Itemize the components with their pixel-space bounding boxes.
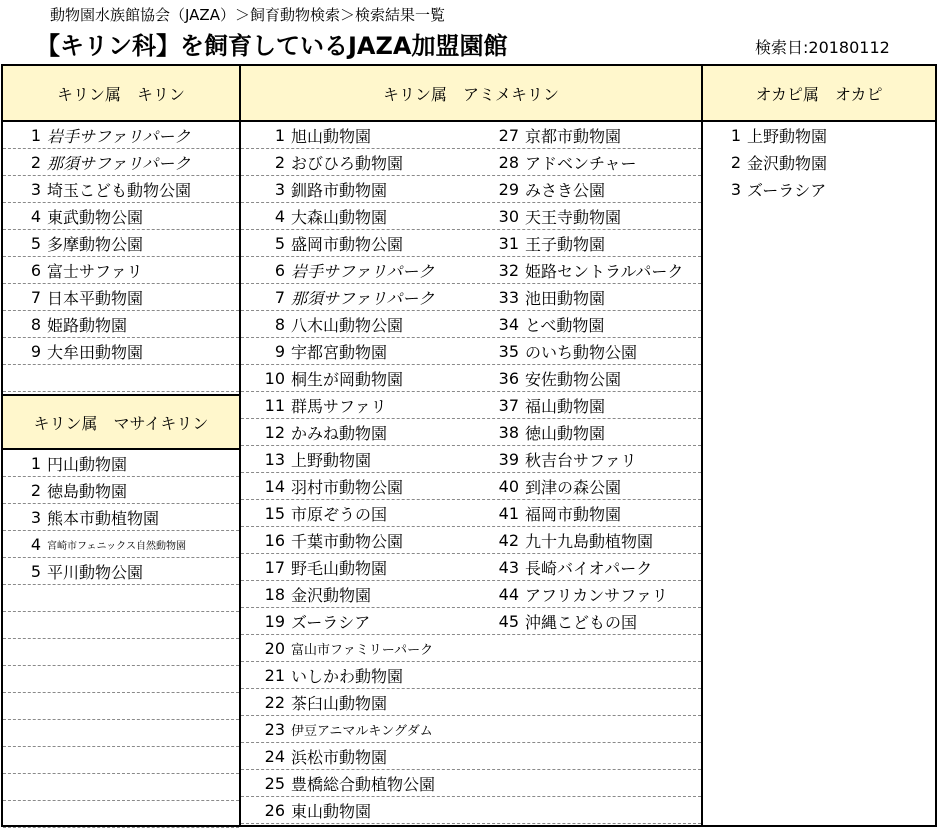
zoo-name: 平川動物公園 [47, 563, 144, 582]
zoo-number: 9 [30, 342, 41, 361]
zoo-number: 35 [498, 342, 519, 361]
zoo-entry [241, 392, 387, 419]
zoo-number: 1 [730, 126, 741, 145]
zoo-number: 5 [30, 234, 41, 253]
zoo-entry [475, 311, 604, 338]
zoo-entry [3, 257, 143, 284]
zoo-name: 宇都宮動物園 [291, 343, 388, 362]
zoo-entry [241, 527, 403, 554]
zoo-entry [3, 504, 159, 531]
zoo-number: 40 [498, 477, 519, 496]
zoo-entry [475, 554, 652, 581]
zoo-entry [241, 716, 433, 743]
zoo-entry [241, 419, 387, 446]
zoo-entry [3, 558, 143, 585]
zoo-entry [475, 176, 605, 203]
zoo-entry [475, 122, 621, 149]
zoo-number: 5 [274, 234, 285, 253]
zoo-name: アドベンチャー [525, 154, 637, 173]
zoo-number: 1 [30, 126, 41, 145]
zoo-name: 多摩動物公園 [47, 235, 144, 254]
zoo-name: 群馬サファリ [291, 397, 387, 416]
zoo-number: 3 [30, 508, 41, 527]
zoo-entry [3, 203, 143, 230]
table-row [3, 585, 239, 612]
kirin-column [1, 64, 241, 827]
zoo-name: 旭山動物園 [291, 127, 372, 146]
zoo-entry [3, 477, 127, 504]
zoo-name: 秋吉台サファリ [525, 451, 637, 470]
zoo-entry [475, 338, 637, 365]
zoo-name: 東山動物園 [291, 802, 372, 821]
zoo-name: 福山動物園 [525, 397, 606, 416]
zoo-name: 野毛山動物園 [291, 559, 388, 578]
zoo-entry [3, 338, 143, 365]
zoo-name: 上野動物園 [291, 451, 372, 470]
zoo-name: 那須サファリパーク [47, 154, 191, 173]
zoo-number: 34 [498, 315, 519, 334]
zoo-number: 38 [498, 423, 519, 442]
zoo-name: 伊豆アニマルキングダム [291, 724, 433, 739]
zoo-name: 金沢動物園 [291, 586, 372, 605]
zoo-name: かみね動物園 [291, 424, 388, 443]
zoo-entry [475, 527, 653, 554]
zoo-entry [475, 473, 621, 500]
zoo-number: 41 [498, 504, 519, 523]
zoo-entry [241, 149, 403, 176]
zoo-number: 33 [498, 288, 519, 307]
zoo-entry [3, 230, 143, 257]
kirin-header: キリン属 キリン [3, 66, 239, 122]
zoo-entry [241, 311, 403, 338]
amime-header: キリン属 アミメキリン [241, 66, 701, 122]
zoo-entry [475, 257, 683, 284]
table-row [3, 365, 239, 392]
zoo-entry [241, 581, 371, 608]
zoo-entry [241, 473, 403, 500]
zoo-name: 円山動物園 [47, 455, 128, 474]
zoo-number: 28 [498, 153, 519, 172]
zoo-number: 20 [264, 639, 285, 658]
zoo-name: 池田動物園 [525, 289, 606, 308]
zoo-number: 27 [498, 126, 519, 145]
zoo-number: 45 [498, 612, 519, 631]
zoo-name: とべ動物園 [525, 316, 605, 335]
table-row [3, 774, 239, 801]
zoo-name: 大森山動物園 [291, 208, 388, 227]
zoo-name: 姫路動物園 [47, 316, 128, 335]
zoo-name: 長崎バイオパーク [525, 559, 653, 578]
zoo-number: 12 [264, 423, 285, 442]
zoo-entry [241, 284, 434, 311]
zoo-entry [241, 662, 403, 689]
zoo-name: アフリカンサファリ [525, 586, 668, 605]
zoo-entry [475, 581, 668, 608]
zoo-entry [241, 203, 387, 230]
zoo-entry [3, 149, 190, 176]
zoo-name: 王子動物園 [525, 235, 606, 254]
zoo-number: 37 [498, 396, 519, 415]
zoo-entry [475, 500, 621, 527]
zoo-entry [241, 770, 435, 797]
zoo-entry [241, 608, 370, 635]
zoo-entry [3, 122, 190, 149]
zoo-number: 6 [30, 261, 41, 280]
zoo-entry [241, 797, 371, 824]
zoo-name: 岩手サファリパーク [291, 262, 435, 281]
zoo-name: 天王寺動物園 [525, 208, 622, 227]
zoo-number: 14 [264, 477, 285, 496]
zoo-entry [241, 122, 371, 149]
zoo-name: おびひろ動物園 [291, 154, 404, 173]
zoo-entry [241, 554, 387, 581]
masai-header: キリン属 マサイキリン [3, 394, 239, 450]
zoo-number: 30 [498, 207, 519, 226]
zoo-name: 市原ぞうの国 [291, 505, 388, 524]
zoo-name: 福岡市動物園 [525, 505, 622, 524]
zoo-name: 桐生が岡動物園 [291, 370, 404, 389]
zoo-name: 羽村市動物公園 [291, 478, 404, 497]
zoo-number: 5 [30, 562, 41, 581]
zoo-entry [241, 446, 371, 473]
zoo-number: 44 [498, 585, 519, 604]
zoo-entry [475, 284, 605, 311]
zoo-entry [475, 392, 605, 419]
zoo-entry [475, 446, 637, 473]
zoo-name: 浜松市動物園 [291, 748, 388, 767]
zoo-name: 徳島動物園 [47, 482, 128, 501]
breadcrumb: 動物園水族館協会（JAZA）＞飼育動物検索＞検索結果一覧 [50, 6, 445, 24]
zoo-number: 4 [30, 207, 41, 226]
zoo-name: 東武動物公園 [47, 208, 144, 227]
zoo-number: 42 [498, 531, 519, 550]
zoo-name: 金沢動物園 [747, 154, 828, 173]
zoo-number: 23 [264, 720, 285, 739]
zoo-name: 埼玉こども動物公園 [47, 181, 192, 200]
zoo-number: 22 [264, 693, 285, 712]
zoo-number: 43 [498, 558, 519, 577]
zoo-entry [241, 635, 433, 662]
zoo-name: 大牟田動物園 [47, 343, 144, 362]
zoo-name: 沖縄こどもの国 [525, 613, 638, 632]
zoo-name: 姫路セントラルパーク [525, 262, 684, 281]
zoo-number: 15 [264, 504, 285, 523]
zoo-number: 39 [498, 450, 519, 469]
zoo-entry [241, 689, 387, 716]
zoo-number: 7 [274, 288, 285, 307]
zoo-entry [703, 149, 827, 176]
zoo-entry [241, 365, 403, 392]
zoo-name: 富士サファリ [47, 262, 143, 281]
zoo-entry [3, 176, 191, 203]
zoo-name: 豊橋総合動植物公園 [291, 775, 436, 794]
table-row [3, 612, 239, 639]
zoo-name: 岩手サファリパーク [47, 127, 191, 146]
zoo-entry [241, 500, 387, 527]
zoo-entry [241, 176, 387, 203]
zoo-entry [3, 284, 143, 311]
zoo-name: 到津の森公園 [525, 478, 622, 497]
zoo-name: 徳山動物園 [525, 424, 606, 443]
zoo-number: 3 [730, 180, 741, 199]
page-title: 【キリン科】を飼育しているJAZA加盟園館 [36, 32, 508, 60]
zoo-entry [241, 338, 387, 365]
zoo-number: 6 [274, 261, 285, 280]
zoo-name: みさき公園 [525, 181, 606, 200]
zoo-name: のいち動物公園 [525, 343, 638, 362]
zoo-entry [3, 531, 186, 558]
zoo-number: 25 [264, 774, 285, 793]
zoo-entry [241, 257, 434, 284]
zoo-name: 千葉市動物公園 [291, 532, 404, 551]
zoo-name: 八木山動物公園 [291, 316, 404, 335]
zoo-number: 4 [274, 207, 285, 226]
zoo-number: 8 [30, 315, 41, 334]
zoo-number: 9 [274, 342, 285, 361]
table-row [3, 720, 239, 747]
zoo-entry [703, 176, 826, 203]
zoo-number: 21 [264, 666, 285, 685]
table-row [3, 639, 239, 666]
zoo-name: 盛岡市動物公園 [291, 235, 404, 254]
zoo-number: 1 [30, 454, 41, 473]
amime-column [239, 64, 703, 827]
zoo-number: 29 [498, 180, 519, 199]
zoo-number: 16 [264, 531, 285, 550]
zoo-entry [475, 230, 605, 257]
table-row [3, 693, 239, 720]
zoo-number: 13 [264, 450, 285, 469]
zoo-number: 36 [498, 369, 519, 388]
zoo-number: 32 [498, 261, 519, 280]
zoo-number: 3 [30, 180, 41, 199]
zoo-entry [475, 203, 621, 230]
table-row [3, 666, 239, 693]
zoo-entry [703, 122, 827, 149]
zoo-number: 31 [498, 234, 519, 253]
zoo-name: ズーラシア [747, 181, 827, 200]
zoo-name: ズーラシア [291, 613, 371, 632]
zoo-entry [475, 149, 637, 176]
zoo-number: 11 [264, 396, 285, 415]
zoo-name: 富山市ファミリーパーク [291, 643, 434, 658]
zoo-number: 17 [264, 558, 285, 577]
zoo-number: 18 [264, 585, 285, 604]
zoo-number: 4 [30, 535, 41, 554]
zoo-number: 1 [274, 126, 285, 145]
zoo-number: 26 [264, 801, 285, 820]
zoo-entry [241, 230, 403, 257]
search-date: 検索日:20180112 [755, 38, 890, 57]
zoo-entry [475, 419, 605, 446]
zoo-name: 九十九島動植物園 [525, 532, 654, 551]
okapi-column [701, 64, 937, 827]
zoo-name: 那須サファリパーク [291, 289, 435, 308]
zoo-entry [3, 311, 127, 338]
okapi-header: オカピ属 オカピ [703, 66, 935, 122]
zoo-name: 日本平動物園 [47, 289, 144, 308]
zoo-number: 7 [30, 288, 41, 307]
zoo-number: 19 [264, 612, 285, 631]
table-row [3, 747, 239, 774]
zoo-entry [241, 743, 387, 770]
zoo-entry [475, 365, 621, 392]
zoo-name: 熊本市動植物園 [47, 509, 160, 528]
zoo-entry [3, 450, 127, 477]
zoo-number: 10 [264, 369, 285, 388]
zoo-entry [475, 608, 637, 635]
zoo-name: いしかわ動物園 [291, 667, 404, 686]
zoo-number: 2 [274, 153, 285, 172]
zoo-number: 2 [30, 153, 41, 172]
zoo-number: 2 [730, 153, 741, 172]
zoo-number: 3 [274, 180, 285, 199]
zoo-name: 茶臼山動物園 [291, 694, 388, 713]
table-row [3, 801, 239, 828]
zoo-name: 安佐動物公園 [525, 370, 622, 389]
zoo-name: 宮崎市フェニックス自然動物園 [47, 541, 186, 552]
zoo-name: 釧路市動物園 [291, 181, 388, 200]
zoo-name: 上野動物園 [747, 127, 828, 146]
zoo-number: 8 [274, 315, 285, 334]
zoo-number: 24 [264, 747, 285, 766]
zoo-number: 2 [30, 481, 41, 500]
zoo-name: 京都市動物園 [525, 127, 622, 146]
